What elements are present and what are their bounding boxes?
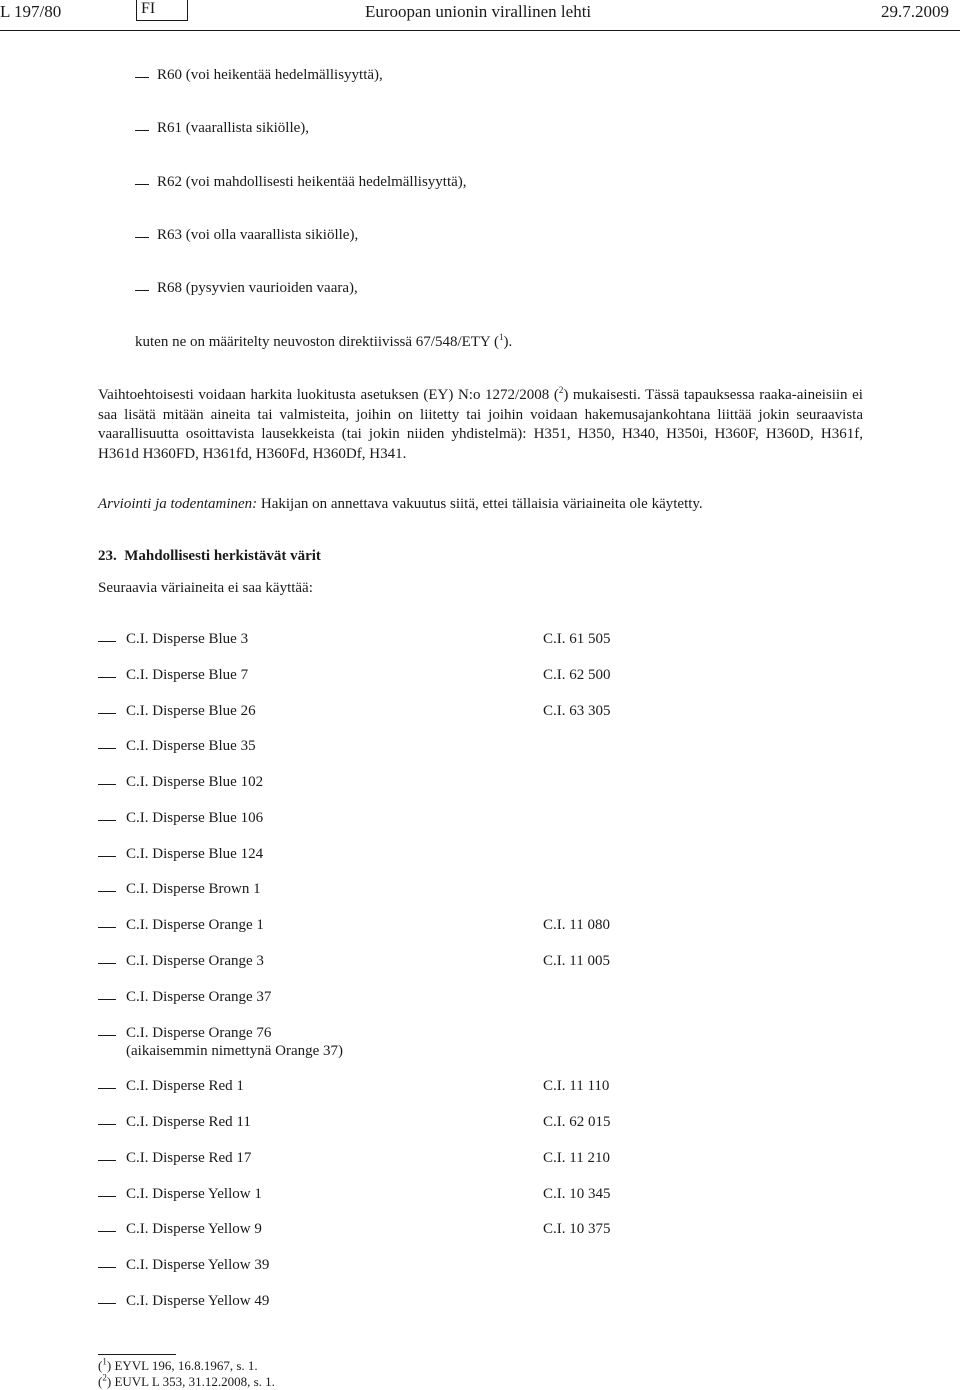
- dye-name: C.I. Disperse Red 17: [126, 1150, 252, 1166]
- page-number: L 197/80: [0, 2, 62, 21]
- dash-marker: [98, 999, 116, 1000]
- dash-marker: [135, 237, 149, 238]
- dye-ci-number: C.I. 63 305: [543, 703, 611, 719]
- list-item: R68 (pysyvien vaurioiden vaara),: [157, 280, 358, 296]
- dash-marker: [98, 1124, 116, 1125]
- dash-marker: [98, 1088, 116, 1089]
- dye-name: C.I. Disperse Orange 1: [126, 917, 264, 933]
- dash-marker: [98, 963, 116, 964]
- dye-ci-number: C.I. 10 345: [543, 1186, 611, 1202]
- header-rule: [0, 30, 960, 31]
- dash-marker: [98, 748, 116, 749]
- footnote-rule: [98, 1354, 176, 1355]
- journal-title: Euroopan unionin virallinen lehti: [365, 2, 592, 21]
- dash-marker: [98, 1267, 116, 1268]
- dash-marker: [98, 820, 116, 821]
- dye-name: C.I. Disperse Orange 3: [126, 953, 264, 969]
- dash-marker: [98, 1035, 116, 1036]
- dye-name: C.I. Disperse Orange 76: [126, 1025, 272, 1041]
- dye-name: C.I. Disperse Blue 124: [126, 846, 264, 862]
- footnote: ($^2$) EUVL L 353, 31.12.2008, s. 1.: [98, 1372, 275, 1389]
- dye-name: C.I. Disperse Blue 106: [126, 810, 264, 826]
- dye-name: C.I. Disperse Blue 3: [126, 631, 249, 647]
- dash-marker: [98, 713, 116, 714]
- dye-ci-number: C.I. 10 375: [543, 1221, 611, 1237]
- assessment-label: Arviointi ja todentaminen:: [98, 496, 258, 512]
- language-code: FI: [136, 0, 188, 21]
- dye-note: (aikaisemmin nimettynä Orange 37): [126, 1043, 344, 1059]
- dash-marker: [98, 677, 116, 678]
- directive-reference: kuten ne on määritelty neuvoston direktiivissä 67/548/ETY ($^1$).: [135, 332, 513, 350]
- section-number: 23.: [98, 548, 117, 564]
- dash-marker: [135, 77, 149, 78]
- footnote-ref[interactable]: 2: [558, 385, 564, 395]
- dye-name: C.I. Disperse Yellow 49: [126, 1293, 270, 1309]
- dye-name: C.I. Disperse Red 1: [126, 1078, 244, 1094]
- dash-marker: [98, 784, 116, 785]
- dash-marker: [98, 891, 116, 892]
- dye-name: C.I. Disperse Yellow 9: [126, 1221, 262, 1237]
- dye-name: C.I. Disperse Yellow 39: [126, 1257, 270, 1273]
- list-item: R61 (vaarallista sikiölle),: [157, 120, 310, 136]
- dash-marker: [135, 130, 149, 131]
- dash-marker: [98, 1160, 116, 1161]
- dye-name: C.I. Disperse Blue 26: [126, 703, 256, 719]
- dye-ci-number: C.I. 11 005: [543, 953, 610, 969]
- section-heading: [98, 548, 321, 565]
- dye-name: C.I. Disperse Blue 35: [126, 738, 256, 754]
- section-title: Mahdollisesti herkistävät värit: [124, 548, 321, 564]
- dash-marker: [98, 1196, 116, 1197]
- footnote-ref[interactable]: 1: [498, 332, 504, 342]
- dye-name: C.I. Disperse Blue 7: [126, 667, 249, 683]
- dye-name: C.I. Disperse Orange 37: [126, 989, 272, 1005]
- dash-marker: [135, 290, 149, 291]
- list-item: R62 (voi mahdollisesti heikentää hedelmällisyyttä),: [157, 174, 467, 190]
- dye-name: C.I. Disperse Brown 1: [126, 881, 261, 897]
- section-intro: Seuraavia väriaineita ei saa käyttää:: [98, 580, 313, 596]
- footnote: ($^1$) EYVL 196, 16.8.1967, s. 1.: [98, 1356, 258, 1373]
- issue-date: 29.7.2009: [881, 2, 949, 21]
- dye-ci-number: C.I. 61 505: [543, 631, 611, 647]
- dye-name: C.I. Disperse Yellow 1: [126, 1186, 262, 1202]
- dye-name: C.I. Disperse Red 11: [126, 1114, 251, 1130]
- dye-ci-number: C.I. 11 210: [543, 1150, 610, 1166]
- list-item: R60 (voi heikentää hedelmällisyyttä),: [157, 67, 383, 83]
- dye-ci-number: C.I. 11 080: [543, 917, 610, 933]
- dash-marker: [98, 927, 116, 928]
- dash-marker: [135, 184, 149, 185]
- dye-name: C.I. Disperse Blue 102: [126, 774, 264, 790]
- dye-ci-number: C.I. 11 110: [543, 1078, 610, 1094]
- dash-marker: [98, 641, 116, 642]
- dash-marker: [98, 1303, 116, 1304]
- alternative-classification-paragraph: Vaihtoehtoisesti voidaan harkita luokitusta asetuksen (EY) N:o 1272/2008 ($^2$) mukaisesti. Tässä tapauksessa raaka-aineisiin ei saa lisätä mitään aineita tai valmisteita, joihin on liitetty tai joihin voidaan hakemusajankohtana liittää jokin seuraavista vaarallisuutta osoittavista lausekkeista (tai jokin niiden yhdistelmä): H351, H350, H340, H350i, H360F, H360D, H361f, H361d H360FD, H361fd, H360Fd, H360Df, H341.: [98, 385, 863, 462]
- list-item: R63 (voi olla vaarallista sikiölle),: [157, 227, 359, 243]
- assessment-paragraph: Arviointi ja todentaminen: Hakijan on annettava vakuutus siitä, ettei tällaisia väriaineita ole käytetty.: [98, 496, 703, 512]
- dye-ci-number: C.I. 62 015: [543, 1114, 611, 1130]
- dash-marker: [98, 856, 116, 857]
- dye-ci-number: C.I. 62 500: [543, 667, 611, 683]
- dash-marker: [98, 1231, 116, 1232]
